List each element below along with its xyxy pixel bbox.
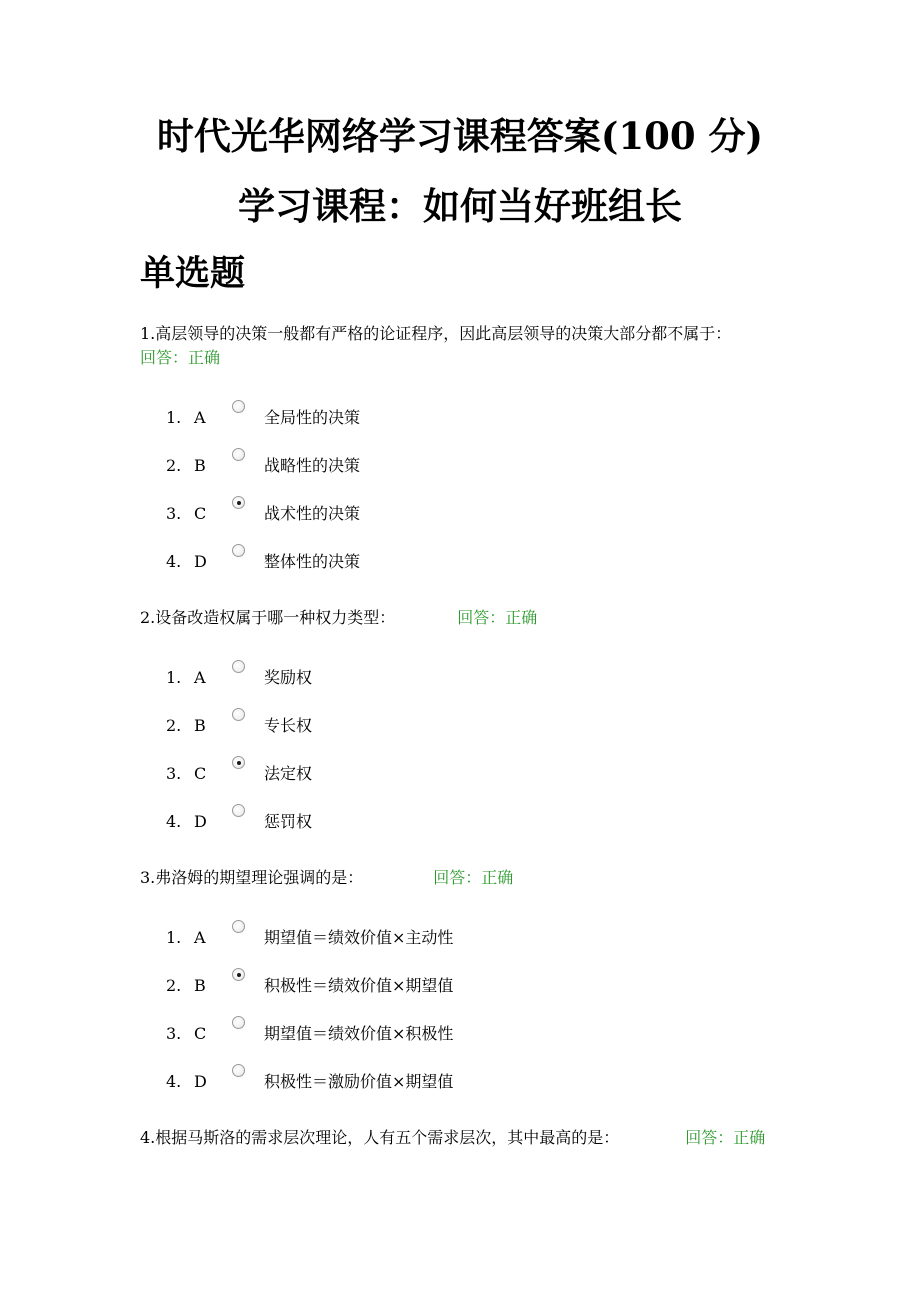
option-number: 2.: [166, 456, 182, 475]
option-letter: B: [194, 976, 206, 995]
answer-status: 回答：正确: [457, 608, 538, 627]
option-text: 全局性的决策: [264, 408, 361, 427]
option-letter: A: [194, 668, 206, 687]
answer-status: 回答：正确: [685, 1128, 766, 1147]
question-text: 3.弗洛姆的期望理论强调的是：: [140, 868, 364, 887]
option-number: 1.: [166, 668, 182, 687]
radio-button[interactable]: [232, 1064, 245, 1077]
option-number: 3.: [166, 764, 182, 783]
answer-status: 回答：正确: [140, 348, 221, 367]
option-letter: B: [194, 456, 206, 475]
option-number: 3.: [166, 1024, 182, 1043]
option-number: 2.: [166, 976, 182, 995]
option-letter: A: [194, 408, 206, 427]
radio-button-selected[interactable]: [232, 496, 245, 509]
option-number: 4.: [166, 812, 182, 831]
radio-button-selected[interactable]: [232, 968, 245, 981]
option-letter: D: [194, 552, 207, 571]
question-text: 1.高层领导的决策一般都有严格的论证程序，因此高层领导的决策大部分都不属于：: [140, 324, 732, 343]
radio-button[interactable]: [232, 920, 245, 933]
option-letter: C: [194, 1024, 207, 1043]
option-letter: D: [194, 1072, 207, 1091]
option-text: 整体性的决策: [264, 552, 361, 571]
radio-button[interactable]: [232, 448, 245, 461]
option-number: 1.: [166, 928, 182, 947]
question-2: [140, 606, 800, 630]
question-3: [140, 866, 800, 890]
option-number: 3.: [166, 504, 182, 523]
option-text: 奖励权: [264, 668, 313, 687]
section-heading: 单选题: [140, 253, 246, 294]
page-title: 时代光华网络学习课程答案(100 分): [156, 114, 764, 158]
option-text: 惩罚权: [264, 812, 313, 831]
option-number: 2.: [166, 716, 182, 735]
question-4: [140, 1126, 800, 1150]
option-letter: C: [194, 764, 207, 783]
option-number: 4.: [166, 1072, 182, 1091]
option-text: 战术性的决策: [264, 504, 361, 523]
radio-button[interactable]: [232, 400, 245, 413]
radio-button[interactable]: [232, 708, 245, 721]
radio-button[interactable]: [232, 1016, 245, 1029]
option-letter: B: [194, 716, 206, 735]
option-number: 4.: [166, 552, 182, 571]
option-letter: D: [194, 812, 207, 831]
radio-button[interactable]: [232, 544, 245, 557]
option-text: 法定权: [264, 764, 313, 783]
question-1: [140, 322, 800, 370]
option-text: 积极性＝绩效价值×期望值: [264, 976, 454, 995]
question-text: 4.根据马斯洛的需求层次理论，人有五个需求层次，其中最高的是：: [140, 1128, 620, 1147]
option-text: 期望值＝绩效价值×主动性: [264, 928, 454, 947]
radio-button[interactable]: [232, 660, 245, 673]
answer-status: 回答：正确: [433, 868, 514, 887]
course-title: 学习课程：如何当好班组长: [238, 184, 682, 228]
option-letter: A: [194, 928, 206, 947]
option-number: 1.: [166, 408, 182, 427]
option-letter: C: [194, 504, 207, 523]
option-text: 专长权: [264, 716, 313, 735]
option-text: 战略性的决策: [264, 456, 361, 475]
option-text: 期望值＝绩效价值×积极性: [264, 1024, 454, 1043]
radio-button[interactable]: [232, 804, 245, 817]
question-text: 2.设备改造权属于哪一种权力类型：: [140, 608, 396, 627]
radio-button-selected[interactable]: [232, 756, 245, 769]
option-text: 积极性＝激励价值×期望值: [264, 1072, 454, 1091]
